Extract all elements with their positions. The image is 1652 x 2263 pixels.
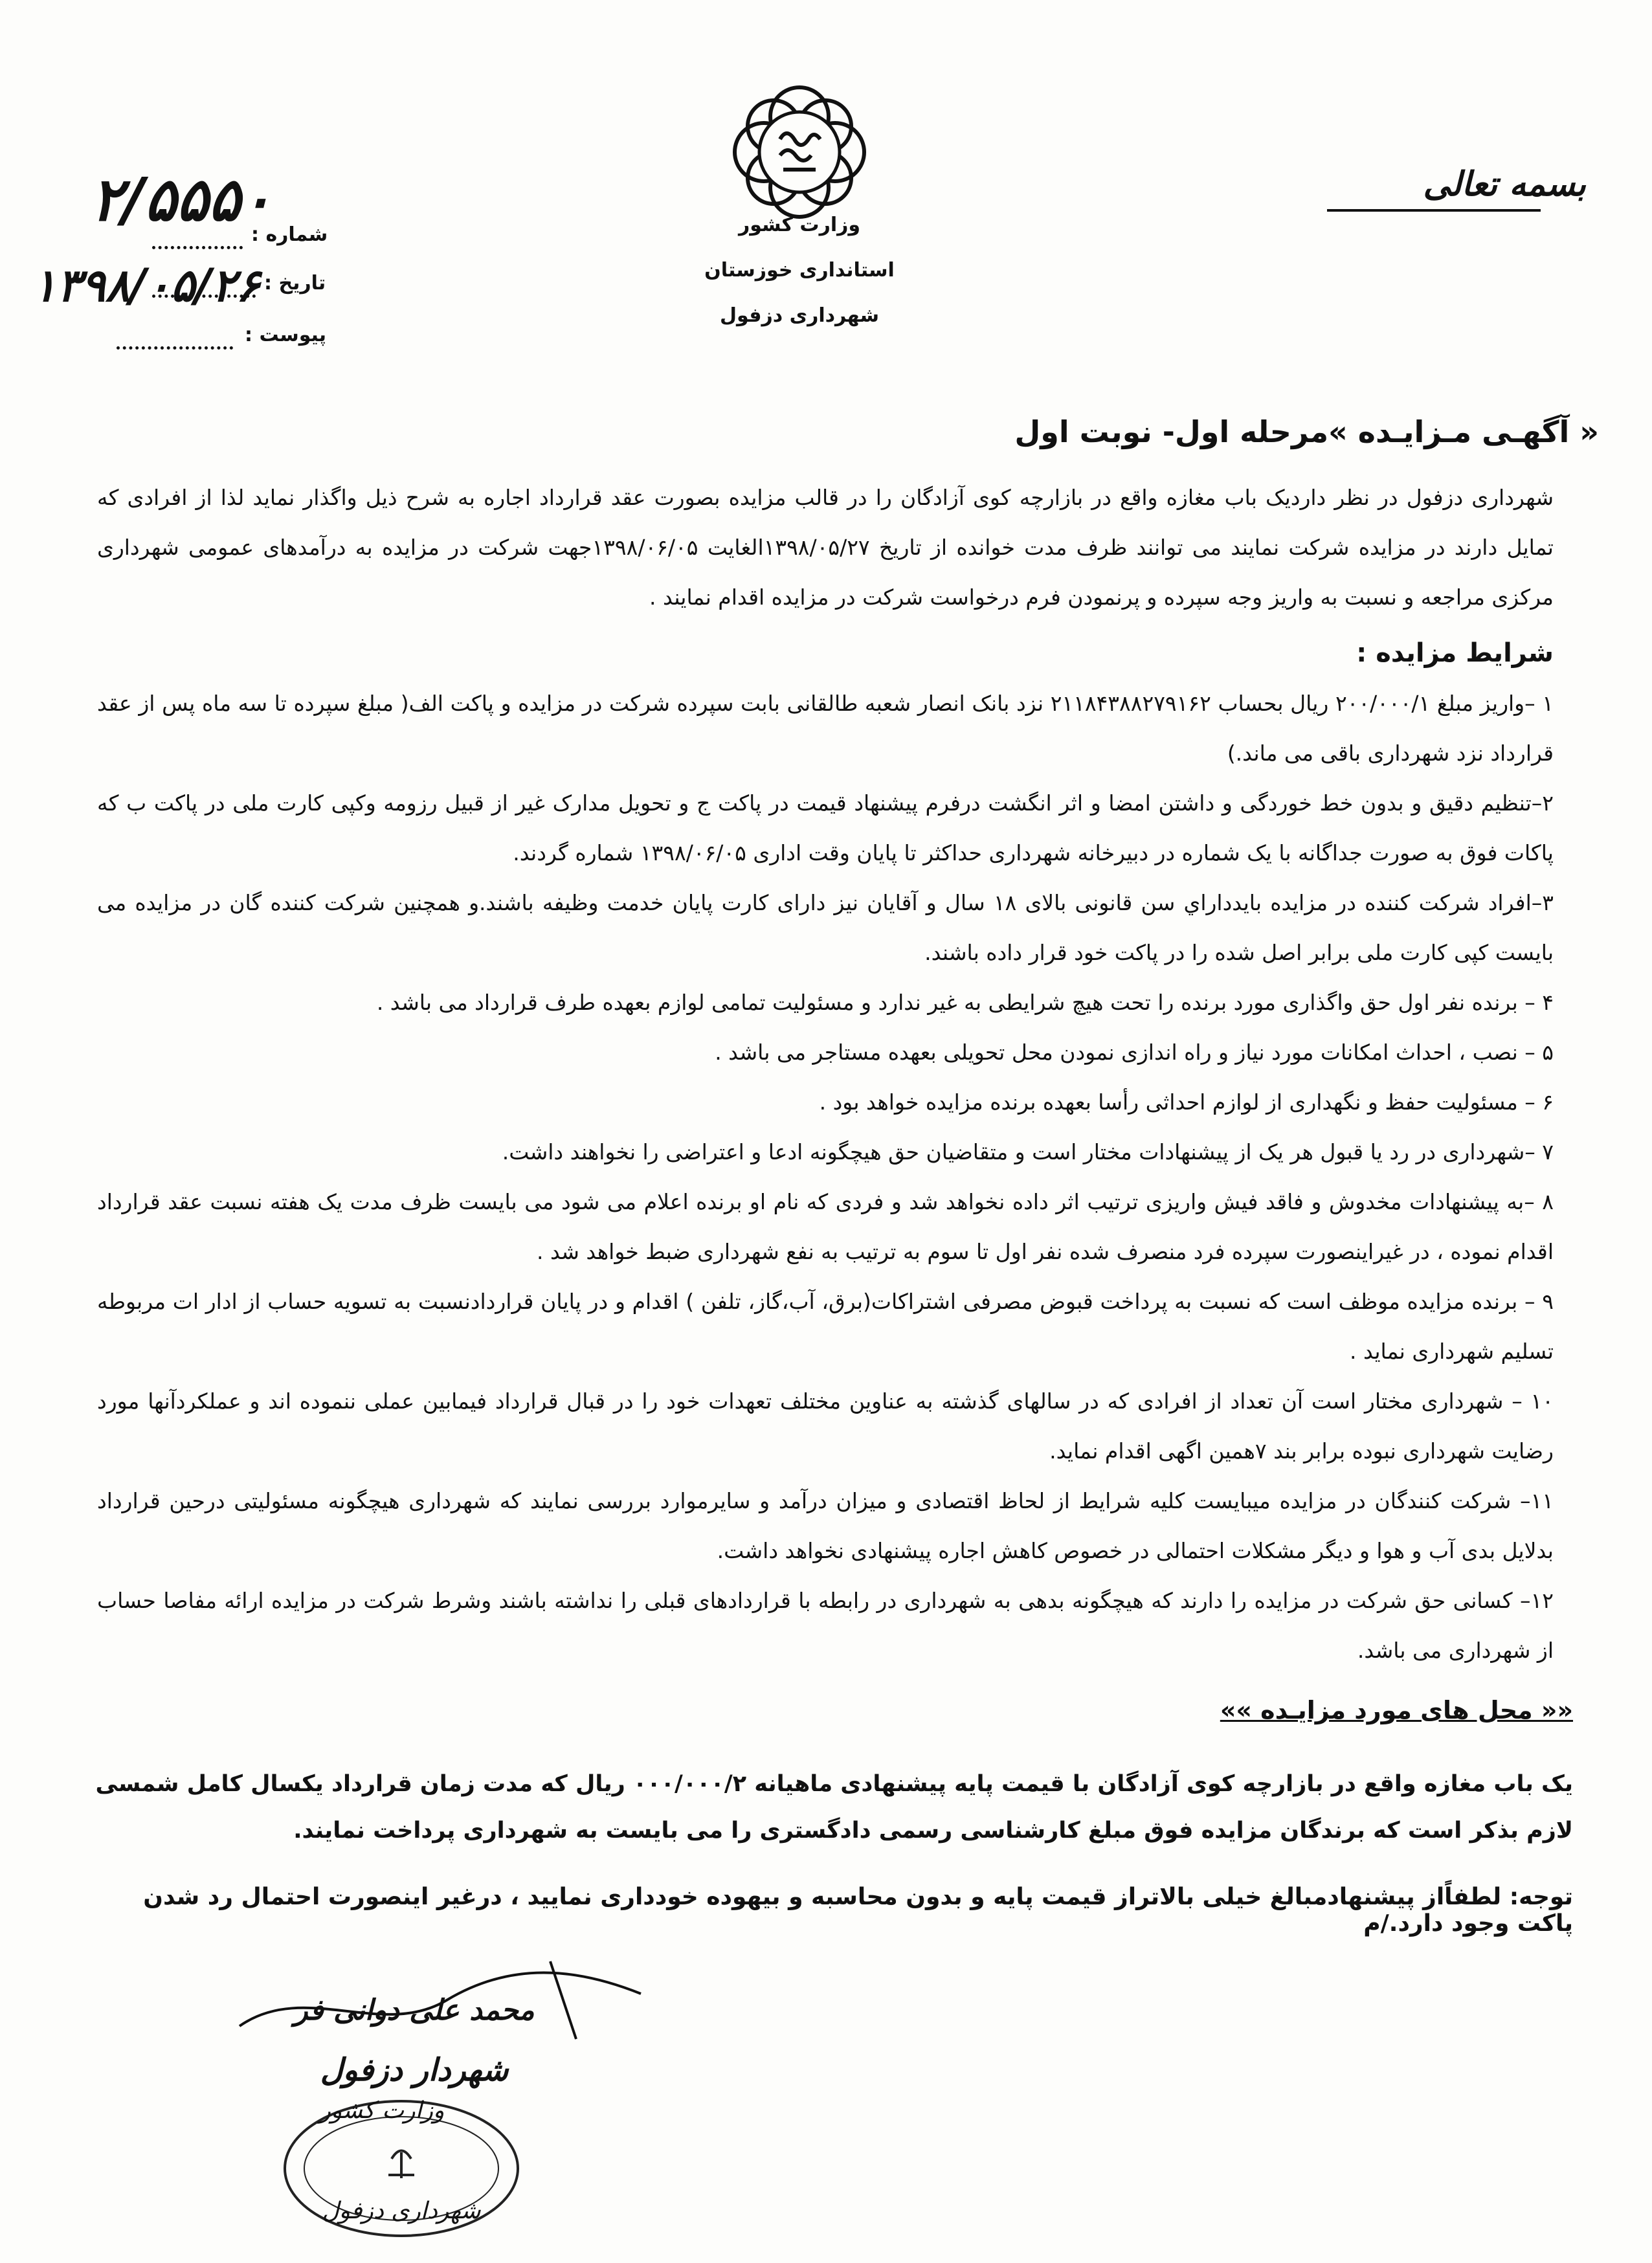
number-dotted-line <box>152 246 243 249</box>
province-name: استانداری خوزستان <box>704 259 895 282</box>
notice-body <box>97 473 1554 1675</box>
number-label: شماره : <box>251 223 328 246</box>
municipality-name: شهرداری دزفول <box>719 304 879 327</box>
stamp-bottom-text: شهرداری دزفول <box>322 2198 481 2224</box>
letter-number-prefix: ۲/ <box>91 165 145 234</box>
conditions-heading: شرایط مزایده : <box>1356 638 1554 668</box>
condition-item: ۷ –شهرداری در رد یا قبول هر یک از پیشنهادات مختار است و متقاضیان حق هیچگونه ادعا و اعتراضی را نخواهند داشت. <box>502 1139 1554 1165</box>
ministry-name: وزارت کشور <box>738 214 861 236</box>
letter-number-handwritten <box>91 165 273 234</box>
letter-number-value: ۵۵۵۰ <box>144 165 273 234</box>
attachment-dotted-line <box>117 346 233 350</box>
stamp-top-text: وزارت کشور <box>319 2097 445 2124</box>
attachment-label: پیوست : <box>245 324 327 346</box>
locations-description: یک باب مغازه واقع در بازارچه کوی آزادگان با قیمت پایه پیشنهادی ماهیانه ۰۰۰/۰۰۰/۲ ریال که مدت زمان قرارداد یکسال کامل شمسی لازم بذکر است که برندگان مزایده فوق مبلغ کارشناسی رسمی دادگستری را می بایست به شهرداری پرداخت نمایند. <box>95 1771 1573 1844</box>
signatory-name: محمد علی دوانی فر <box>294 1994 535 2027</box>
condition-item: ۵ – نصب ، احداث امکانات مورد نیاز و راه اندازی نمودن محل تحویلی بعهده مستاجر می باشد . <box>715 1040 1554 1065</box>
locations-heading: «« محل های مورد مزایـده »» <box>1220 1696 1573 1724</box>
condition-item: ۱ –واریز مبلغ ۲۰۰/۰۰۰/۱ ریال بحساب ۲۱۱۸۴۳۸۸۲۷۹۱۶۲ نزد بانک انصار شعبه طالقانی بابت سپرده شرکت در مزایده و پاکت الف( مبلغ سپرده تا سه ماه پس از عقد قرارداد نزد شهرداری باقی می ماند.) <box>97 691 1554 766</box>
note-paragraph: توجه: لطفاًاز پیشنهادمبالغ خیلی بالاتراز قیمت پایه و بدون محاسبه و بیهوده خودداری نمایید ، درغیر اینصورت احتمال رد شدن پاکت وجود دارد./م <box>143 1884 1573 1937</box>
date-label: تاریخ : <box>264 272 326 295</box>
bismillah-heading: بسمه تعالی <box>1423 165 1586 204</box>
bismillah-underline <box>1327 209 1541 212</box>
municipality-logo <box>719 71 880 233</box>
condition-item: ۲–تنظیم دقیق و بدون خط خوردگی و داشتن امضا و اثر انگشت درفرم پیشنهاد قیمت در پاکت ج و تحویل مدارک غیر از قبیل رزومه وکپی کارت ملی در پاکت ب که پاکات فوق به صورت جداگانه با یک شماره در دبیرخانه شهرداری حداکثر تا پایان وقت اداری ۱۳۹۸/۰۶/۰۵ شماره گردند. <box>97 790 1554 865</box>
condition-item: ۱۲– کسانی حق شرکت در مزایده را دارند که هیچگونه بدهی به شهرداری در رابطه با قراردادهای قبلی را نداشته باشند وشرط شرکت در مزایده ارائه مفاصا حساب از شهرداری می باشد. <box>97 1588 1554 1663</box>
condition-item: ۶ – مسئولیت حفظ و نگهداری از لوازم احداثی رأسا بعهده برنده مزایده خواهد بود . <box>819 1089 1554 1115</box>
intro-paragraph: شهرداری دزفول در نظر داردیک باب مغازه واقع در بازارچه کوی آزادگان را در قالب مزایده بصورت عقد قرارداد اجاره به شرح ذیل واگذار نماید لذا از افرادی که تمایل دارند در مزایده شرکت نمایند می توانند ظرف مدت خوانده از تاریخ ۱۳۹۸/۰۵/۲۷الغایت ۱۳۹۸/۰۶/۰۵جهت شرکت در مزایده به درآمدهای عمومی شهرداری مرکزی مراجعه و نسبت به واریز وجه سپرده و پرنمودن فرم درخواست شرکت در مزایده اقدام نمایند . <box>97 485 1554 610</box>
condition-item: ۱۱– شرکت کنندگان در مزایده میبایست کلیه شرایط از لحاظ اقتصادی و میزان درآمد و سایرموارد بررسی نمایند که شهرداری هیچگونه مسئولیتی درحین قرارداد بدلایل بدی آب و هوا و دیگر مشکلات احتمالی در خصوص کاهش اجاره پیشنهادی نخواهد داشت. <box>97 1488 1554 1563</box>
notice-title: « آگهـی مـزایـده »مرحله اول- نوبت اول <box>1014 414 1599 449</box>
condition-item: ۳–افراد شرکت کننده در مزایده بایدداراي سن قانونی بالای ۱۸ سال و آقایان نیز دارای کارت پایان خدمت وظیفه باشند.و همچنین شرکت کننده گان در مزایده می بایست کپی کارت ملی برابر اصل شده را در پاکت خود قرار داده باشند. <box>97 890 1554 965</box>
signatory-title: شهردار دزفول <box>320 2052 509 2088</box>
date-dotted-line <box>152 295 256 298</box>
condition-item: ۸ –به پیشنهادات مخدوش و فاقد فیش واریزی ترتیب اثر داده نخواهد شد و فردی که نام او برنده اعلام می شود می بایست ظرف مدت یک هفته نسبت عقد قرارداد اقدام نموده ، در غیراینصورت سپرده فرد منصرف شده نفر اول تا سوم به ترتیب به نفع شهرداری ضبط خواهد شد . <box>97 1189 1554 1264</box>
letter-date-handwritten: ۱۳۹۸/۰۵/۲۶ <box>32 259 260 312</box>
condition-item: ۴ – برنده نفر اول حق واگذاری مورد برنده را تحت هیچ شرایطی به غیر ندارد و مسئولیت تمامی لوازم بعهده طرف قرارداد می باشد . <box>376 990 1554 1015</box>
condition-item: ۹ – برنده مزایده موظف است که نسبت به پرداخت قبوض مصرفی اشتراکات(برق، آب،گاز، تلفن ) اقدام و در پایان قراردادنسبت به تسویه حساب از ادار ات مربوطه تسلیم شهرداری نماید . <box>97 1289 1554 1364</box>
condition-item: ۱۰ – شهرداری مختار است آن تعداد از افرادی که در سالهای گذشته به عناوین مختلف تعهدات خود را در قبال قرارداد فیمابین عملی ننموده اند و عملکردآنها مورد رضایت شهرداری نبوده برابر بند ۷همین اگهی اقدام نماید. <box>97 1388 1554 1464</box>
